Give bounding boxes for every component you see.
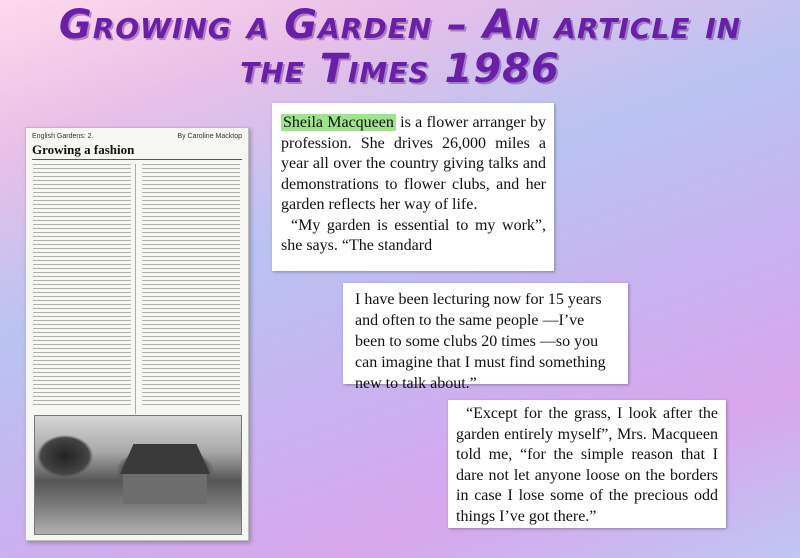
slide-title-line-1: Growing a Garden – An article in xyxy=(58,2,742,48)
article-clipping-1 xyxy=(272,103,554,271)
article-clipping-2 xyxy=(343,283,628,392)
newspaper-byline: By Caroline Macktop xyxy=(177,133,242,140)
newspaper-section: English Gardens: 2. xyxy=(32,133,94,140)
newspaper-headline: Growing a fashion xyxy=(32,142,135,157)
newspaper-rule xyxy=(32,159,242,160)
article-clipping-3 xyxy=(448,400,726,528)
clipping-1-paragraph xyxy=(281,113,546,216)
clipping-1-text: is a flower arranger by profession. She drives 26,000 miles a year all over the country giving talks and demonstrations to flower clubs, and her garden reflects her way of life. xyxy=(281,114,546,213)
newspaper-column-1 xyxy=(33,164,131,408)
clipping-3-text: “Except for the grass, I look after the garden entirely myself”, Mrs. Macqueen told me, “for the simple reason that I dare not let anyone loose on the borders in case I lose some of the precious odd things I’ve got there.” xyxy=(456,405,718,525)
garden-photo xyxy=(34,415,242,535)
slide-title-line-2: the Times 1986 xyxy=(240,46,560,92)
house-wall xyxy=(123,474,207,504)
newspaper-header xyxy=(32,133,242,140)
house-roof xyxy=(120,444,210,474)
column-divider xyxy=(135,164,136,414)
clipping-2-text: I have been lecturing now for 15 years and often to the same people —I’ve been to some clubs 20 times —so you can imagine that I must find something new to talk about.” xyxy=(355,291,606,392)
newspaper-page-image xyxy=(25,127,249,541)
newspaper-column-2 xyxy=(142,164,240,408)
highlighted-name: Sheila Macqueen xyxy=(283,114,394,131)
clipping-1-quote: “My garden is essential to my work”, she says. “The standard xyxy=(281,216,546,254)
